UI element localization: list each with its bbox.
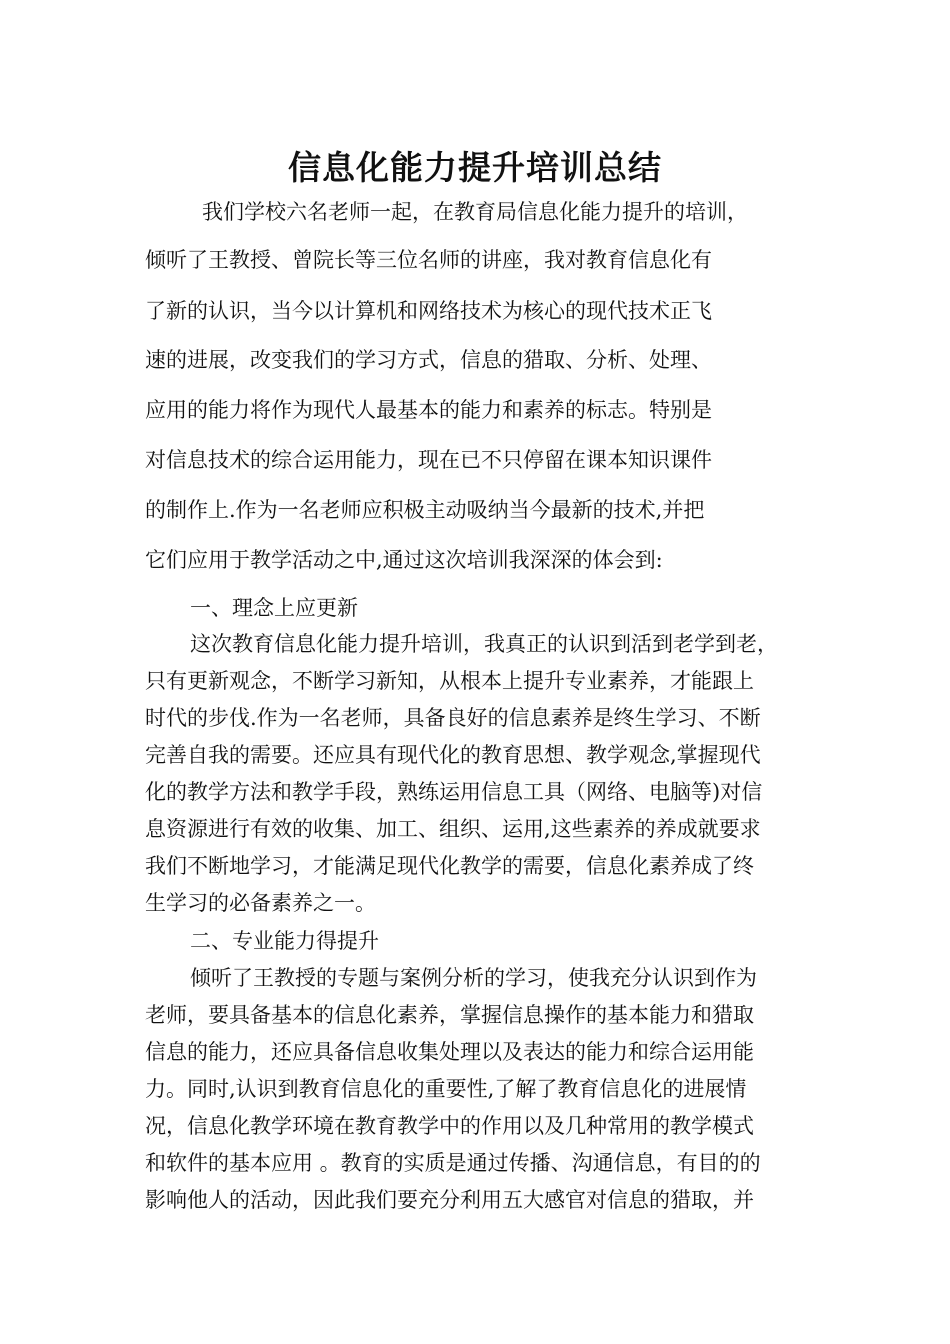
section2-line-4: 力。同时,认识到教育信息化的重要性,了解了教育信息化的进展情 [145,1077,747,1101]
section2-line-5: 况，信息化教学环境在教育教学中的作用以及几种常用的教学模式 [145,1114,754,1138]
intro-line-2: 倾听了王教授、曾院长等三位名师的讲座，我对教育信息化有 [145,248,712,272]
section1-line-5: 化的教学方法和教学手段，熟练运用信息工具（网络、电脑等)对信 [145,780,763,804]
section1-heading: 一、理念上应更新 [190,596,358,620]
intro-line-6: 对信息技术的综合运用能力，现在已不只停留在课本知识课件 [145,448,712,472]
section1-line-6: 息资源进行有效的收集、加工、组织、运用,这些素养的养成就要求 [145,817,761,841]
intro-line-8: 它们应用于教学活动之中,通过这次培训我深深的体会到: [145,548,663,572]
document-title: 信息化能力提升培训总结 [288,148,662,187]
section2-line-7: 影响他人的活动，因此我们要充分利用五大感官对信息的猎取，并 [145,1188,754,1212]
section1-line-8: 生学习的必备素养之一。 [145,891,376,915]
intro-line-3: 了新的认识，当今以计算机和网络技术为核心的现代技术正飞 [145,299,712,323]
section1-line-7: 我们不断地学习，才能满足现代化教学的需要，信息化素养成了终 [145,854,754,878]
section1-line-2: 只有更新观念，不断学习新知，从根本上提升专业素养，才能跟上 [145,669,754,693]
section1-line-3: 时代的步伐.作为一名老师，具备良好的信息素养是终生学习、不断 [145,706,761,730]
section2-line-1: 倾听了王教授的专题与案例分析的学习，使我充分认识到作为 [190,966,757,990]
intro-line-4: 速的进展，改变我们的学习方式，信息的猎取、分析、处理、 [145,348,712,372]
section2-heading: 二、专业能力得提升 [190,929,379,953]
section2-line-6: 和软件的基本应用 。教育的实质是通过传播、沟通信息，有目的的 [145,1151,761,1175]
section2-line-3: 信息的能力，还应具备信息收集处理以及表达的能力和综合运用能 [145,1040,754,1064]
intro-line-7: 的制作上.作为一名老师应积极主动吸纳当今最新的技术,并把 [145,498,705,522]
section1-line-1: 这次教育信息化能力提升培训，我真正的认识到活到老学到老， [190,632,778,656]
section2-line-2: 老师，要具备基本的信息化素养，掌握信息操作的基本能力和猎取 [145,1003,754,1027]
intro-line-5: 应用的能力将作为现代人最基本的能力和素养的标志。特别是 [145,398,712,422]
section1-line-4: 完善自我的需要。还应具有现代化的教育思想、教学观念,掌握现代 [145,743,761,767]
intro-line-1: 我们学校六名老师一起，在教育局信息化能力提升的培训， [202,200,748,224]
